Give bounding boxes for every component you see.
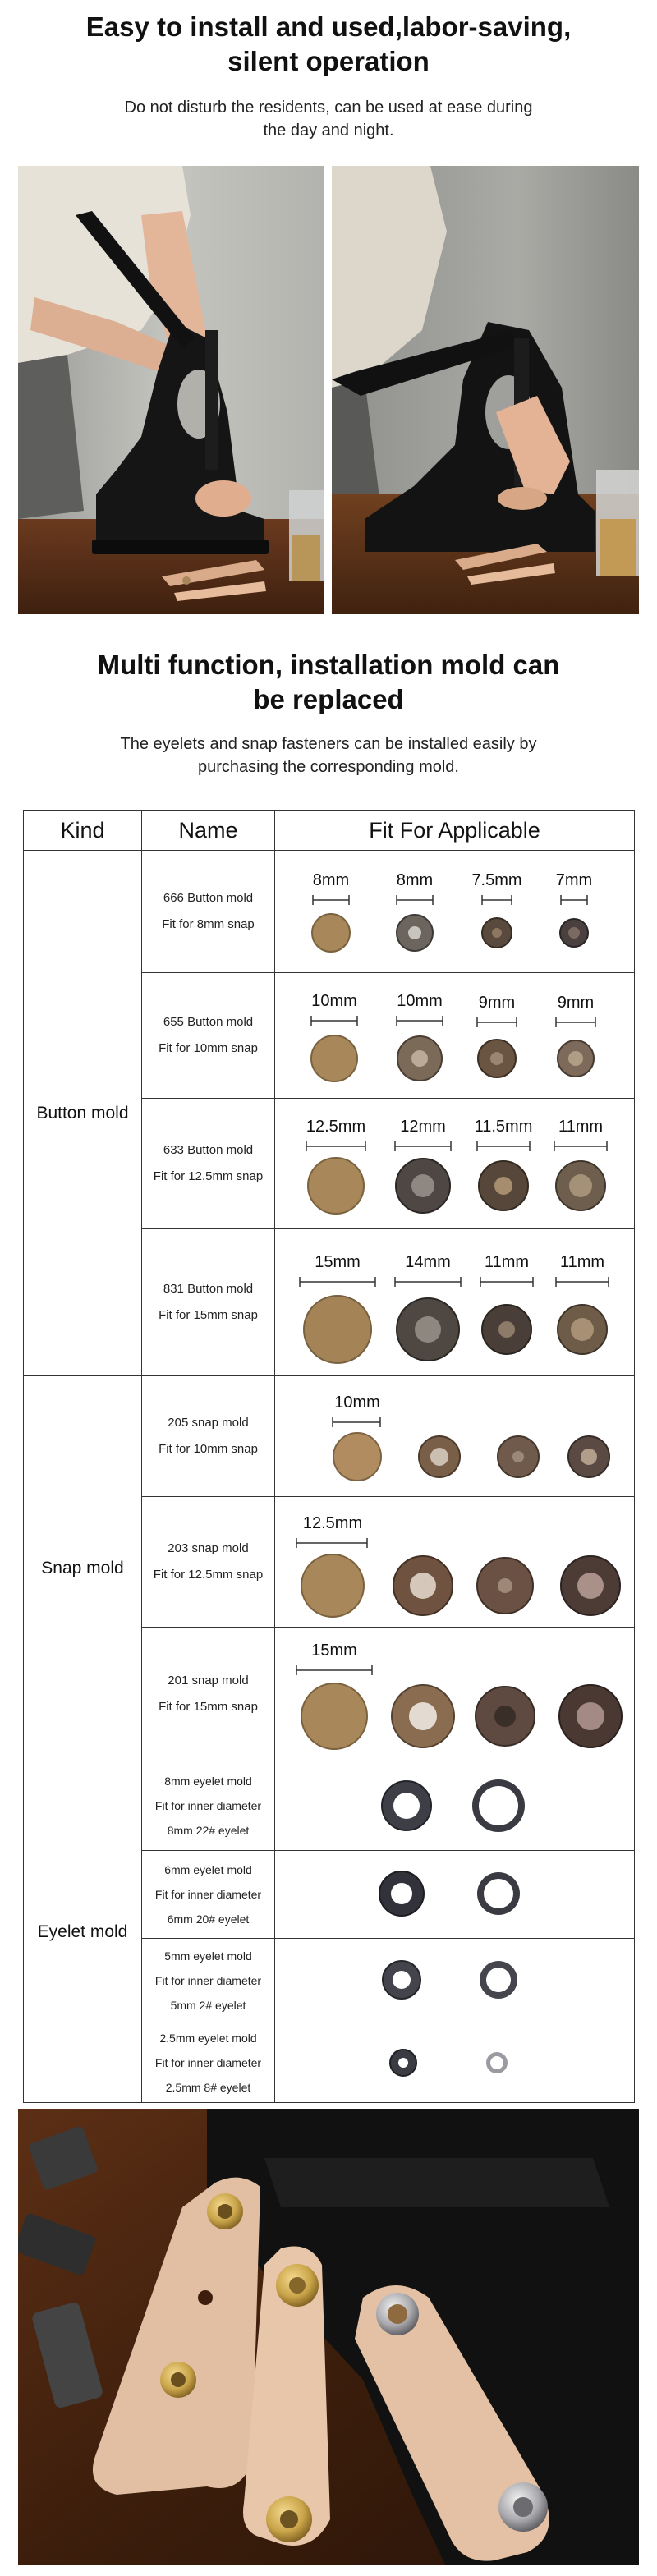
size-label: 11.5mm	[474, 1118, 533, 1136]
section1-title-line1: Easy to install and used,labor-saving,	[85, 11, 572, 42]
mold-name: 8mm eyelet mold	[164, 1775, 252, 1788]
snap-set-row	[275, 851, 635, 972]
washer-hole-icon	[479, 1786, 518, 1825]
size-label: 10mm	[334, 1394, 380, 1412]
mold-fit: Fit for inner diameter	[154, 1799, 262, 1812]
fit-cell	[275, 1851, 635, 1939]
size-label: 8mm	[312, 871, 350, 889]
mold-name: 201 snap mold	[168, 1674, 249, 1687]
snap-cap-icon	[304, 1296, 371, 1363]
post-center-icon	[581, 1449, 597, 1465]
header-fit: Fit For Applicable	[275, 811, 635, 851]
mold-fit: Fit for 10mm snap	[159, 1041, 258, 1055]
eyelet-hole-icon	[398, 2058, 408, 2068]
section2-title-line2: be replaced	[253, 684, 404, 714]
kind-snap-mold: Snap mold	[24, 1376, 142, 1761]
name-cell	[142, 1099, 275, 1229]
kind-button-mold: Button mold	[24, 851, 142, 1376]
mold-name: 2.5mm eyelet mold	[159, 2032, 257, 2045]
table-row	[24, 1761, 635, 1851]
eyelet-set-row	[275, 1851, 635, 1938]
washer-hole-icon	[490, 2056, 503, 2069]
header-kind: Kind	[24, 811, 142, 851]
mold-fit: Fit for 15mm snap	[159, 1700, 258, 1714]
eyelet-set-row	[275, 1939, 635, 2023]
fit-cell	[275, 1497, 635, 1628]
snap-set-row	[275, 1497, 635, 1627]
section2-subtitle-line2: purchasing the corresponding mold.	[198, 758, 459, 776]
size-label: 7mm	[555, 871, 593, 889]
post-center-icon	[577, 1702, 604, 1730]
press-photo-right	[332, 166, 639, 614]
fit-cell	[275, 2023, 635, 2103]
size-label: 12.5mm	[306, 1118, 366, 1136]
mold-name: 6mm eyelet mold	[164, 1863, 252, 1876]
fit-cell	[275, 1376, 635, 1497]
stud-center-icon	[494, 1706, 516, 1727]
name-cell	[142, 851, 275, 973]
mold-fit: Fit for 8mm snap	[162, 917, 255, 931]
washer-hole-icon	[486, 1968, 511, 1992]
table-header-row	[24, 811, 635, 851]
name-cell	[142, 1939, 275, 2023]
fit-cell	[275, 973, 635, 1099]
size-label: 10mm	[311, 992, 357, 1010]
name-cell	[142, 2023, 275, 2103]
mold-name: 666 Button mold	[163, 891, 254, 905]
table-row	[24, 851, 635, 973]
mold-spec-table	[23, 810, 635, 2103]
stud-center-icon	[498, 1578, 512, 1593]
mold-name: 655 Button mold	[163, 1015, 254, 1029]
header-name: Name	[142, 811, 275, 851]
snap-set-row	[275, 1376, 635, 1496]
snap-cap-icon	[301, 1554, 364, 1617]
name-cell	[142, 1761, 275, 1851]
mold-fit: Fit for 10mm snap	[159, 1442, 258, 1456]
size-label: 12.5mm	[302, 1514, 363, 1532]
socket-center-icon	[415, 1316, 441, 1343]
snap-cap-icon	[333, 1433, 381, 1481]
stud-center-icon	[492, 928, 502, 938]
snap-cap-icon	[312, 914, 350, 952]
post-center-icon	[568, 1051, 583, 1066]
name-cell	[142, 1376, 275, 1497]
name-cell	[142, 1851, 275, 1939]
size-label: 15mm	[311, 1642, 357, 1660]
name-cell	[142, 973, 275, 1099]
post-center-icon	[577, 1573, 604, 1599]
mold-name: 5mm eyelet mold	[164, 1949, 252, 1963]
fit-cell	[275, 1939, 635, 2023]
snap-set-row	[275, 1628, 635, 1761]
fit-cell	[275, 851, 635, 973]
mold-fit: Fit for inner diameter	[154, 1888, 262, 1901]
size-label: 9mm	[557, 994, 595, 1012]
mold-fit: Fit for inner diameter	[154, 2056, 262, 2069]
mold-eyelet: 5mm 2# eyelet	[170, 1999, 246, 2012]
size-label: 8mm	[396, 871, 434, 889]
mold-fit: Fit for 12.5mm snap	[153, 1568, 264, 1582]
eyelet-hole-icon	[393, 1971, 411, 1989]
eyelet-hole-icon	[391, 1883, 412, 1904]
snap-set-row	[275, 973, 635, 1098]
fit-cell	[275, 1099, 635, 1229]
name-cell	[142, 1497, 275, 1628]
mold-name: 205 snap mold	[168, 1416, 249, 1430]
leather-straps-photo	[18, 2109, 639, 2565]
mold-fit: Fit for 15mm snap	[159, 1308, 258, 1322]
snap-set-row	[275, 1229, 635, 1375]
size-label: 11mm	[484, 1253, 530, 1271]
section2-title-line1: Multi function, installation mold can	[97, 650, 560, 680]
fit-cell	[275, 1229, 635, 1376]
name-cell	[142, 1628, 275, 1761]
section1-title-line2: silent operation	[227, 46, 430, 76]
mold-eyelet: 2.5mm 8# eyelet	[165, 2081, 251, 2094]
size-label: 11mm	[559, 1253, 605, 1271]
size-label: 11mm	[558, 1118, 604, 1136]
socket-center-icon	[410, 1573, 436, 1599]
stud-center-icon	[498, 1321, 515, 1338]
eyelet-set-row	[275, 1761, 635, 1850]
eyelet-hole-icon	[393, 1793, 420, 1819]
socket-center-icon	[430, 1448, 448, 1466]
snap-set-row	[275, 1099, 635, 1228]
socket-center-icon	[409, 1702, 437, 1730]
eyelet-set-row	[275, 2023, 635, 2102]
section1-subtitle-line1: Do not disturb the residents, can be used at ease during	[124, 99, 533, 117]
mold-fit: Fit for inner diameter	[154, 1974, 262, 1987]
fit-cell	[275, 1628, 635, 1761]
snap-cap-icon	[301, 1683, 367, 1749]
snap-cap-icon	[311, 1035, 357, 1081]
size-label: 10mm	[397, 992, 443, 1010]
section1-subtitle-line2: the day and night.	[263, 122, 394, 140]
stud-center-icon	[494, 1177, 512, 1195]
size-label: 9mm	[478, 994, 516, 1012]
kind-eyelet-mold: Eyelet mold	[24, 1761, 142, 2103]
post-center-icon	[569, 1174, 592, 1197]
socket-center-icon	[408, 926, 421, 939]
name-cell	[142, 1229, 275, 1376]
press-photo-left	[18, 166, 324, 614]
fit-cell	[275, 1761, 635, 1851]
size-label: 7.5mm	[471, 871, 522, 889]
mold-name: 633 Button mold	[163, 1143, 254, 1157]
size-label: 12mm	[400, 1118, 446, 1136]
post-center-icon	[568, 927, 580, 939]
socket-center-icon	[411, 1050, 428, 1067]
mold-name: 831 Button mold	[163, 1282, 254, 1296]
washer-hole-icon	[484, 1879, 513, 1908]
mold-name: 203 snap mold	[168, 1541, 249, 1555]
stud-center-icon	[512, 1451, 524, 1462]
stud-center-icon	[490, 1052, 503, 1065]
post-center-icon	[571, 1318, 594, 1341]
snap-cap-icon	[308, 1158, 364, 1214]
section2-subtitle-line1: The eyelets and snap fasteners can be installed easily by	[120, 735, 537, 753]
mold-eyelet: 8mm 22# eyelet	[167, 1824, 250, 1837]
mold-eyelet: 6mm 20# eyelet	[167, 1912, 250, 1926]
table-row	[24, 1376, 635, 1497]
mold-fit: Fit for 12.5mm snap	[153, 1169, 264, 1183]
size-label: 15mm	[315, 1253, 361, 1271]
socket-center-icon	[411, 1174, 434, 1197]
size-label: 14mm	[405, 1253, 451, 1271]
